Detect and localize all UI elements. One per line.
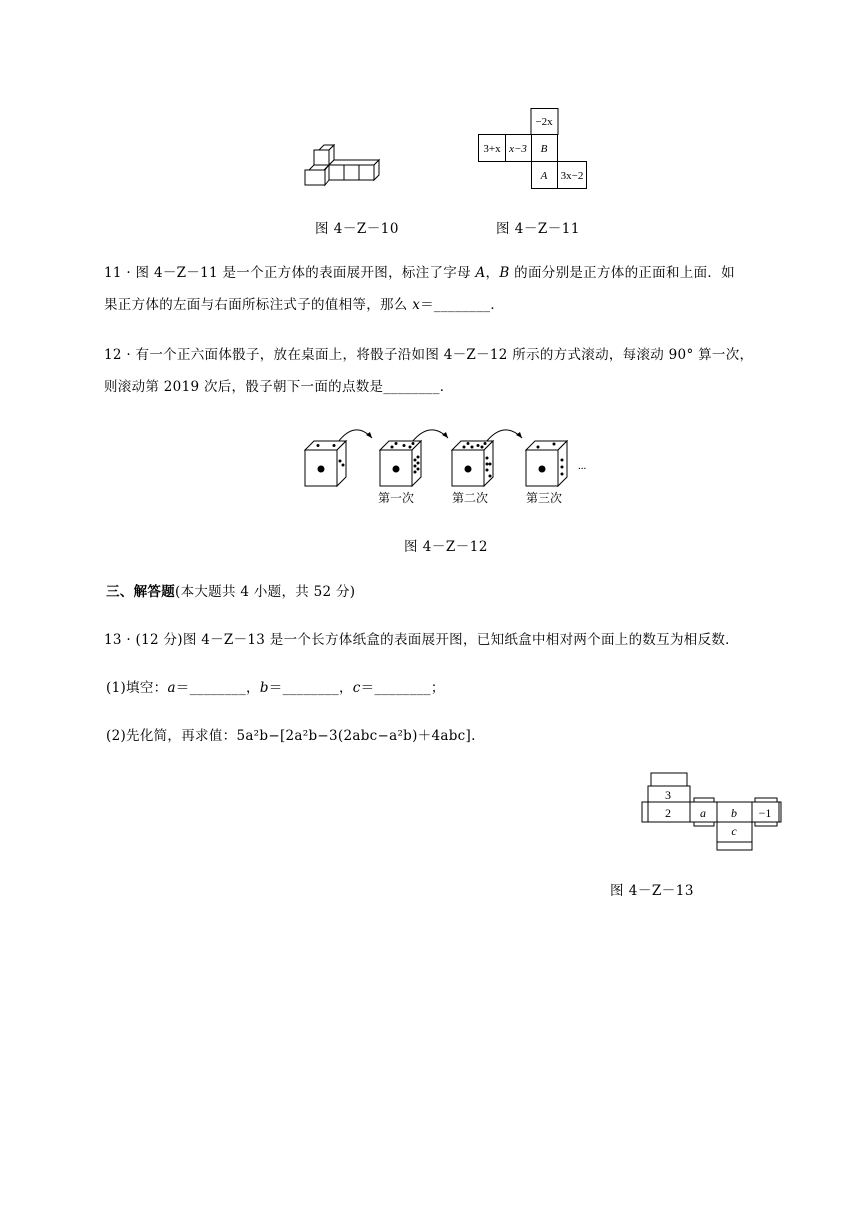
- figure-4-z-11: [478, 108, 590, 190]
- q11-text: 11 · 图 4－Z－11 是一个正方体的表面展开图，标注了字母: [104, 265, 476, 281]
- die-3: [452, 441, 493, 486]
- var-x: x: [412, 297, 421, 313]
- blank-c: ＝________: [360, 680, 431, 696]
- figure-caption: 图 4－Z－10: [315, 221, 399, 237]
- net-cell-left1: 3+x: [483, 143, 501, 155]
- net-cell-right: 3x−2: [560, 170, 584, 182]
- box-cell-top: 3: [665, 788, 671, 802]
- q11-text: 果正方体的左面与右面所标注式子的值相等，那么: [104, 297, 413, 313]
- box-cell-left: 2: [665, 806, 671, 820]
- ellipsis: ...: [578, 460, 587, 472]
- q13-stem: 13 · (12 分)图 4－Z－13 是一个长方体纸盒的表面展开图，已知纸盒中相对两个面上的数互为相反数．: [104, 632, 739, 648]
- var-b: B: [499, 265, 510, 281]
- q13-part2: [106, 725, 476, 747]
- section-title: 三、解答题: [106, 584, 175, 600]
- part2-label: (2)先化简，再求值：: [106, 728, 237, 744]
- blank-a: ＝________: [175, 680, 246, 696]
- q11-answer-blank: ＝________．: [420, 297, 505, 313]
- figure-caption: 图 4－Z－13: [610, 883, 694, 899]
- net-cell-bottom: A: [540, 170, 548, 182]
- q12-line1: 12 · 有一个正六面体骰子，放在桌面上，将骰子沿如图 4－Z－12 所示的方式滚动，每滚动 90° 算一次，: [104, 347, 754, 363]
- roll-label-1: 第一次: [377, 491, 415, 505]
- question-12: [104, 344, 794, 398]
- die-2: [380, 441, 421, 486]
- part1-label: (1)填空：: [106, 680, 168, 696]
- figure-4-z-12: [300, 420, 600, 510]
- figure-caption: 图 4－Z－12: [404, 539, 488, 555]
- q12-line2: 则滚动第 2019 次后，骰子朝下一面的点数是________．: [104, 379, 454, 395]
- blank-b: ＝________: [268, 680, 339, 696]
- box-cell-a: a: [700, 806, 706, 820]
- var-c: c: [352, 680, 361, 696]
- var-a: a: [167, 680, 176, 696]
- box-cell-bottom: c: [731, 824, 737, 838]
- net-cell-top: −2x: [535, 116, 553, 128]
- q11-text: 的面分别是正方体的正面和上面．如: [509, 265, 735, 281]
- net-cell-left2: x−3: [509, 143, 527, 155]
- section-heading: [106, 581, 355, 603]
- box-cell-b: b: [731, 806, 737, 820]
- part2-expression: 5a²b−[2a²b−3(2abc−a²b)＋4abc].: [236, 728, 476, 744]
- var-a: A: [475, 265, 486, 281]
- box-cell-right: −1: [758, 806, 772, 820]
- die-4: [526, 441, 567, 486]
- figure-4-z-13: [640, 770, 785, 854]
- comma: ，: [246, 680, 260, 696]
- q11-sep: ，: [485, 265, 500, 281]
- die-1: [305, 441, 346, 486]
- figure-caption: 图 4－Z－11: [496, 221, 580, 237]
- semicolon: ；: [430, 680, 445, 696]
- roll-label-3: 第三次: [525, 491, 563, 505]
- comma: ，: [338, 680, 353, 696]
- question-11: [104, 262, 784, 316]
- net-cell-center: B: [540, 143, 548, 155]
- q13-part1: [106, 677, 445, 699]
- roll-label-2: 第二次: [451, 491, 489, 505]
- figure-4-z-10: [300, 140, 390, 195]
- var-b: b: [259, 680, 269, 696]
- section-note: (本大题共 4 小题，共 52 分): [175, 584, 356, 600]
